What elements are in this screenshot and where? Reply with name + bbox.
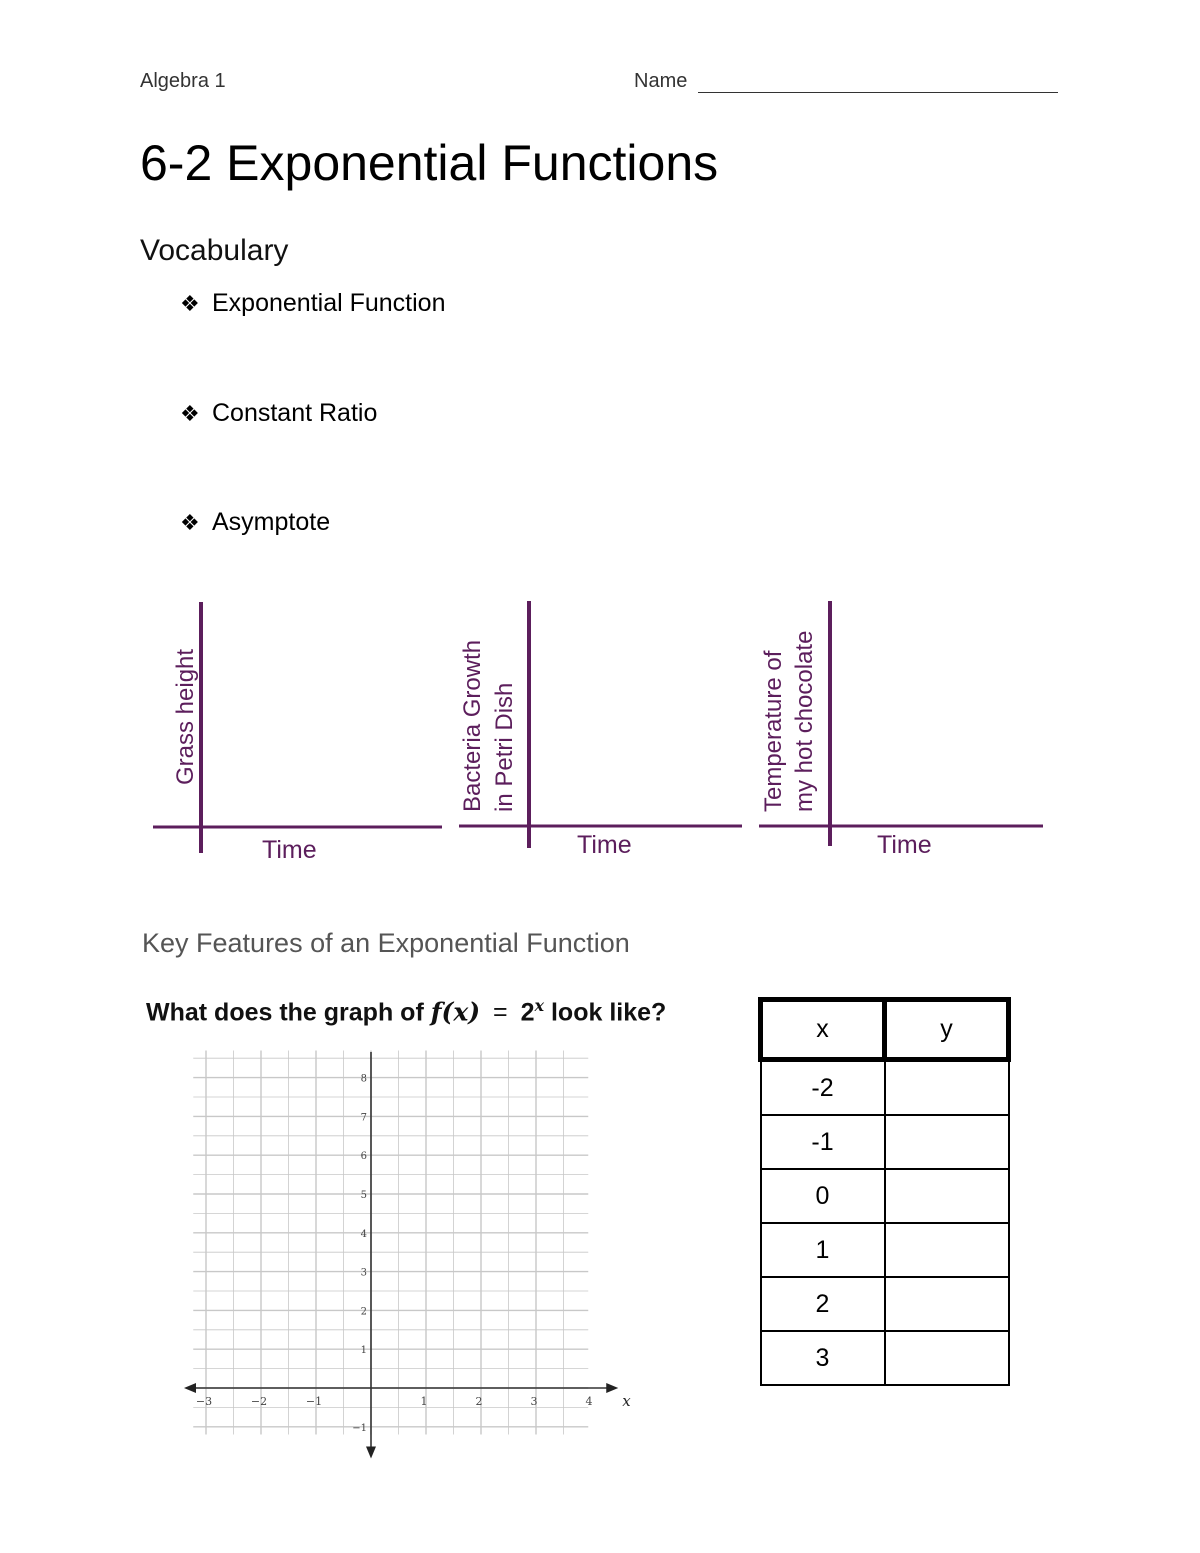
y-cell[interactable]	[885, 1331, 1009, 1385]
vocab-item	[180, 399, 377, 428]
question-suffix: look like?	[550, 998, 667, 1027]
left-arrow-icon	[184, 1383, 196, 1393]
y-tick-label: −1	[352, 1422, 367, 1434]
table-row	[761, 1277, 1009, 1331]
sketch-graph-temperature	[755, 598, 1050, 868]
function-exponent: x	[534, 996, 545, 1015]
y-tick-label: 8	[360, 1073, 367, 1085]
x-column-header: x	[761, 1000, 885, 1060]
x-cell: 3	[761, 1331, 885, 1385]
coordinate-grid	[180, 1050, 631, 1455]
sketch-y-label: my hot chocolate	[791, 630, 818, 812]
diamond-bullet-icon: ❖	[180, 401, 200, 426]
y-column-header: y	[885, 1000, 1009, 1060]
function-base: 2	[520, 998, 535, 1027]
x-tick-label: −2	[250, 1395, 268, 1408]
sketch-y-label: Grass height	[172, 648, 199, 785]
x-cell: 2	[761, 1277, 885, 1331]
graph-question	[146, 996, 666, 1027]
x-cell: 0	[761, 1169, 885, 1223]
vocab-item	[180, 508, 330, 537]
sketch-y-label: in Petri Dish	[491, 682, 518, 812]
xy-value-table	[758, 997, 1011, 1386]
x-cell: 1	[761, 1223, 885, 1277]
sketch-x-label: Time	[262, 836, 317, 864]
right-arrow-icon	[606, 1383, 618, 1393]
table-row	[761, 1331, 1009, 1385]
x-tick-label: 4	[585, 1395, 593, 1408]
y-cell[interactable]	[885, 1060, 1009, 1116]
course-name: Algebra 1	[140, 70, 226, 92]
table-header-row	[761, 1000, 1009, 1060]
vocabulary-heading: Vocabulary	[140, 234, 289, 267]
vocab-term: Constant Ratio	[212, 399, 378, 427]
y-tick-label: 2	[360, 1306, 367, 1318]
table-row	[761, 1115, 1009, 1169]
name-blank-line	[698, 92, 1058, 93]
page-title: 6-2 Exponential Functions	[140, 135, 719, 191]
y-tick-label: 3	[360, 1267, 367, 1279]
function-notation: f(x)	[430, 997, 481, 1027]
x-tick-label: 1	[420, 1395, 428, 1408]
y-cell[interactable]	[885, 1169, 1009, 1223]
down-arrow-icon	[366, 1447, 376, 1459]
x-cell: -2	[761, 1060, 885, 1116]
sketch-x-label: Time	[877, 831, 932, 859]
x-axis-label: x	[622, 1392, 631, 1410]
x-cell: -1	[761, 1115, 885, 1169]
y-tick-label: 6	[360, 1151, 367, 1163]
sketch-y-label: Temperature of	[760, 650, 787, 812]
y-cell[interactable]	[885, 1115, 1009, 1169]
table-row	[761, 1223, 1009, 1277]
x-tick-label: 2	[475, 1395, 483, 1408]
diamond-bullet-icon: ❖	[180, 291, 200, 316]
diamond-bullet-icon: ❖	[180, 510, 200, 535]
y-tick-label: 5	[360, 1190, 367, 1201]
vocab-term: Exponential Function	[212, 289, 446, 317]
y-cell[interactable]	[885, 1223, 1009, 1277]
vocab-term: Asymptote	[212, 508, 331, 536]
x-tick-label: −1	[305, 1395, 323, 1408]
equals-sign: =	[493, 998, 508, 1027]
table-row	[761, 1169, 1009, 1223]
table-row	[761, 1060, 1009, 1116]
y-tick-label: 4	[360, 1228, 367, 1240]
y-cell[interactable]	[885, 1277, 1009, 1331]
key-features-heading: Key Features of an Exponential Function	[142, 928, 630, 958]
vocab-item	[180, 289, 445, 318]
sketch-x-label: Time	[577, 831, 632, 859]
name-label: Name	[634, 70, 688, 92]
sketch-graph-bacteria	[455, 598, 750, 868]
x-tick-label: 3	[530, 1395, 538, 1408]
question-prefix: What does the graph of	[146, 998, 424, 1027]
y-tick-label: 1	[360, 1345, 367, 1357]
sketch-graph-grass	[150, 600, 445, 870]
x-tick-label: −3	[195, 1395, 213, 1408]
y-tick-label: 7	[360, 1112, 367, 1124]
sketch-y-label: Bacteria Growth	[459, 639, 486, 812]
